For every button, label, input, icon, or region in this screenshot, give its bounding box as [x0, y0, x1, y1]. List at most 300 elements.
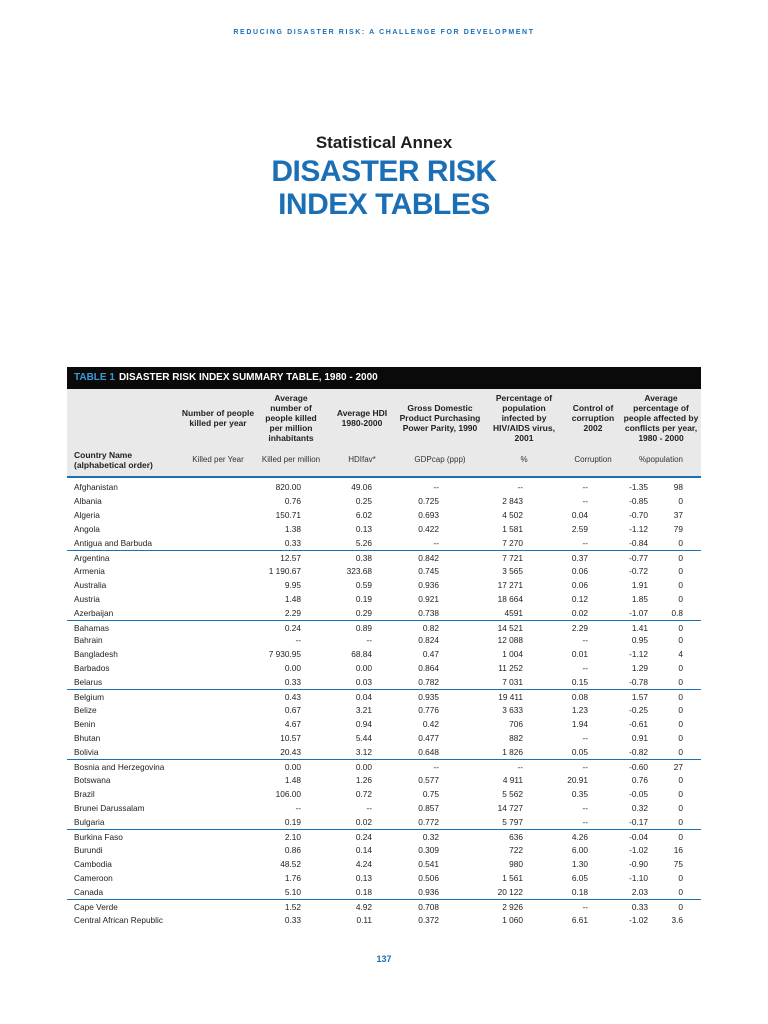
gdp-cap: 20 122 — [497, 886, 523, 897]
killed-per-million: 0.38 — [355, 552, 372, 563]
country-name: Cameroon — [74, 872, 113, 883]
country-name: Benin — [74, 719, 96, 730]
conflict-percent: 0 — [678, 622, 683, 633]
conflict-percent: 27 — [673, 762, 683, 773]
main-title-line-2: INDEX TABLES — [278, 188, 490, 221]
conflict-percent: 75 — [673, 858, 683, 869]
gdp-cap: 722 — [509, 844, 523, 855]
table-row — [67, 829, 701, 843]
killed-per-year: -- — [295, 802, 301, 813]
conflict-percent: 0 — [678, 788, 683, 799]
conflict-percent: 79 — [673, 523, 683, 534]
killed-per-year: 48.52 — [280, 858, 301, 869]
hiv-percent: 6.00 — [571, 844, 588, 855]
country-name: Belarus — [74, 677, 103, 688]
killed-per-million: 4.24 — [355, 858, 372, 869]
corruption: -1.07 — [629, 607, 648, 618]
hdi: 0.857 — [418, 802, 439, 813]
hdi: 0.936 — [418, 579, 439, 590]
killed-per-year: 1.48 — [284, 593, 301, 604]
country-name: Brunei Darussalam — [74, 802, 145, 813]
corruption: -0.72 — [629, 565, 648, 576]
hiv-percent: 0.37 — [571, 552, 588, 563]
subheader-killed: Killed per Year — [192, 455, 244, 464]
hdi: 0.921 — [418, 593, 439, 604]
gdp-cap: 19 411 — [498, 692, 523, 703]
killed-per-year: 0.33 — [284, 914, 301, 925]
gdp-cap: 706 — [509, 719, 523, 730]
killed-per-million: 68.84 — [351, 649, 372, 660]
conflict-percent: 0 — [678, 775, 683, 786]
corruption: -1.35 — [629, 482, 648, 492]
country-name: Argentina — [74, 552, 110, 563]
killed-per-million: 0.03 — [355, 677, 372, 688]
corruption: -0.17 — [629, 816, 648, 827]
killed-per-year: 0.24 — [284, 622, 301, 633]
conflict-percent: 0 — [678, 565, 683, 576]
country-name: Belize — [74, 705, 97, 716]
corruption: 2.03 — [631, 886, 648, 897]
country-name: Botswana — [74, 775, 111, 786]
corruption: -0.61 — [629, 719, 648, 730]
table-row — [67, 633, 701, 647]
corruption: -0.04 — [629, 831, 648, 842]
table-row — [67, 508, 701, 522]
gdp-cap: 3 633 — [502, 705, 523, 716]
killed-per-million: 0.18 — [355, 886, 372, 897]
hiv-percent: -- — [582, 663, 588, 674]
killed-per-year: 0.43 — [284, 692, 301, 703]
table-row — [67, 606, 701, 620]
killed-per-million: 0.11 — [356, 914, 372, 925]
killed-per-year: 20.43 — [280, 747, 301, 758]
conflict-percent: 3.6 — [671, 914, 683, 925]
hdi: 0.422 — [418, 523, 439, 534]
killed-per-million: 0.04 — [355, 692, 372, 703]
killed-per-million: 0.19 — [355, 593, 372, 604]
killed-per-year: 1.38 — [284, 523, 301, 534]
gdp-cap: 1 060 — [502, 914, 523, 925]
corruption: -0.84 — [629, 537, 648, 548]
table-row — [67, 620, 701, 634]
page-number: 137 — [376, 954, 392, 964]
hdi: 0.693 — [418, 509, 439, 520]
gdp-cap: 5 562 — [502, 788, 523, 799]
table-row — [67, 885, 701, 899]
country-name: Afghanistan — [74, 482, 118, 492]
hdi: 0.309 — [418, 844, 439, 855]
killed-per-million: 49.06 — [351, 482, 372, 492]
killed-per-year: 820.00 — [275, 482, 301, 492]
conflict-percent: 0 — [678, 747, 683, 758]
killed-per-year: 9.95 — [284, 579, 301, 590]
killed-per-million: 3.21 — [355, 705, 372, 716]
corruption: -1.12 — [629, 523, 648, 534]
country-name: Bhutan — [74, 733, 101, 744]
killed-per-year: -- — [295, 635, 301, 646]
killed-per-year: 4.67 — [284, 719, 301, 730]
gdp-cap: 2 843 — [502, 495, 523, 506]
main-title — [0, 155, 768, 221]
killed-per-million: 6.02 — [355, 509, 372, 520]
killed-per-year: 0.86 — [284, 844, 301, 855]
conflict-percent: 0 — [678, 692, 683, 703]
hiv-percent: -- — [582, 635, 588, 646]
hiv-percent: 0.35 — [571, 788, 588, 799]
killed-per-year: 1.52 — [284, 901, 301, 912]
running-head: REDUCING DISASTER RISK: A CHALLENGE FOR DEVELOPMENT — [233, 29, 535, 36]
country-name: Central African Republic — [74, 914, 164, 925]
conflict-percent: 4 — [678, 649, 683, 660]
killed-per-million: 0.14 — [355, 844, 372, 855]
hiv-percent: 6.05 — [571, 872, 588, 883]
gdp-cap: 1 826 — [502, 747, 523, 758]
conflict-percent: 0 — [678, 663, 683, 674]
gdp-cap: 18 664 — [497, 593, 523, 604]
killed-per-million: 0.24 — [355, 831, 372, 842]
gdp-cap: 980 — [509, 858, 523, 869]
conflict-percent: 98 — [673, 482, 683, 492]
killed-per-year: 0.00 — [284, 762, 301, 773]
killed-per-year: 2.29 — [284, 607, 301, 618]
country-name: Algeria — [74, 509, 100, 520]
subheader-conflict: %population — [638, 455, 684, 464]
subheader-corruption: Corruption — [574, 455, 612, 464]
hiv-percent: -- — [582, 733, 588, 744]
corruption: 0.32 — [631, 802, 648, 813]
killed-per-million: 0.13 — [355, 523, 372, 534]
country-name: Australia — [74, 579, 107, 590]
hdi: 0.776 — [418, 705, 439, 716]
hdi: 0.648 — [418, 747, 439, 758]
gdp-cap: 14 727 — [497, 802, 523, 813]
hdi: -- — [433, 537, 439, 548]
country-name: Bahamas — [74, 622, 110, 633]
hdi: 0.772 — [418, 816, 439, 827]
hiv-percent: 0.08 — [571, 692, 588, 703]
hiv-percent: 0.01 — [571, 649, 588, 660]
country-name: Bulgaria — [74, 816, 105, 827]
corruption: 1.29 — [631, 663, 648, 674]
table-body — [67, 480, 701, 927]
table-row — [67, 773, 701, 787]
killed-per-year: 5.10 — [284, 886, 301, 897]
killed-per-million: 5.26 — [355, 537, 372, 548]
country-name: Cape Verde — [74, 901, 118, 912]
gdp-cap: 4591 — [504, 607, 523, 618]
killed-per-million: 0.59 — [355, 579, 372, 590]
hdi: -- — [433, 482, 439, 492]
killed-per-year: 150.71 — [275, 509, 301, 520]
killed-per-year: 1.76 — [284, 872, 301, 883]
hiv-percent: 0.05 — [571, 747, 588, 758]
hiv-percent: 2.29 — [571, 622, 588, 633]
killed-per-million: 0.72 — [355, 788, 372, 799]
hiv-percent: 0.12 — [571, 593, 588, 604]
conflict-percent: 0 — [678, 537, 683, 548]
conflict-percent: 0 — [678, 593, 683, 604]
corruption: 0.33 — [631, 901, 648, 912]
country-name: Bolivia — [74, 747, 99, 758]
corruption: -0.78 — [629, 677, 648, 688]
hiv-percent: 0.04 — [571, 509, 588, 520]
table-row — [67, 717, 701, 731]
table-row — [67, 815, 701, 829]
subheader-hiv: % — [520, 455, 528, 464]
gdp-cap: 2 926 — [502, 901, 523, 912]
killed-per-million: -- — [366, 802, 372, 813]
gdp-cap: 7 031 — [502, 677, 523, 688]
hiv-percent: 0.15 — [571, 677, 588, 688]
corruption: -0.85 — [629, 495, 648, 506]
conflict-percent: 0 — [678, 816, 683, 827]
table-row — [67, 661, 701, 675]
killed-per-year: 0.33 — [284, 537, 301, 548]
hdi: 0.477 — [418, 733, 439, 744]
table-row — [67, 913, 701, 927]
gdp-cap: 882 — [509, 733, 523, 744]
column-header-country: Country Name (alphabetical order) — [74, 450, 153, 470]
hiv-percent: -- — [582, 816, 588, 827]
gdp-cap: 5 797 — [502, 816, 523, 827]
conflict-percent: 0 — [678, 705, 683, 716]
gdp-cap: 7 270 — [502, 537, 523, 548]
table-row — [67, 675, 701, 689]
country-name: Austria — [74, 593, 100, 604]
killed-per-million: -- — [366, 635, 372, 646]
gdp-cap: 1 004 — [502, 649, 523, 660]
gdp-cap: 12 088 — [497, 635, 523, 646]
table-row — [67, 801, 701, 815]
killed-per-million: 5.44 — [355, 733, 372, 744]
table-row — [67, 843, 701, 857]
killed-per-million: 1.26 — [355, 775, 372, 786]
country-name: Antigua and Barbuda — [74, 537, 152, 548]
killed-per-million: 0.02 — [355, 816, 372, 827]
killed-per-million: 4.92 — [355, 901, 372, 912]
subheader-killed-per-million: Killed per million — [261, 455, 321, 464]
conflict-percent: 0 — [678, 901, 683, 912]
conflict-percent: 0 — [678, 719, 683, 730]
conflict-percent: 0 — [678, 579, 683, 590]
killed-per-year: 7 930.95 — [268, 649, 301, 660]
corruption: -1.02 — [629, 914, 648, 925]
hdi: 0.32 — [422, 831, 439, 842]
table-row — [67, 647, 701, 661]
hdi: 0.824 — [418, 635, 439, 646]
conflict-percent: 0 — [678, 677, 683, 688]
hdi: 0.725 — [418, 495, 439, 506]
column-header-hdi: Average HDI 1980-2000 — [336, 407, 388, 428]
corruption: 0.95 — [631, 635, 648, 646]
column-header-killed: Number of people killed per year — [181, 407, 255, 428]
country-name: Bangladesh — [74, 649, 118, 660]
table-header-rule — [67, 476, 701, 478]
hdi: 0.708 — [418, 901, 439, 912]
killed-per-year: 1.48 — [284, 775, 301, 786]
hdi: 0.842 — [418, 552, 439, 563]
hdi: 0.372 — [418, 914, 439, 925]
conflict-percent: 16 — [673, 844, 683, 855]
country-name: Burundi — [74, 844, 103, 855]
gdp-cap: 1 581 — [502, 523, 523, 534]
hdi: 0.782 — [418, 677, 439, 688]
killed-per-million: 0.29 — [355, 607, 372, 618]
corruption: -0.77 — [629, 552, 648, 563]
killed-per-million: 0.89 — [355, 622, 372, 633]
killed-per-million: 3.12 — [355, 747, 372, 758]
hdi: 0.738 — [418, 607, 439, 618]
column-header-hiv: Percentage of population infected by HIV/AIDS virus, 2001 — [493, 392, 555, 443]
killed-per-million: 323.68 — [346, 565, 372, 576]
corruption: 1.41 — [631, 622, 648, 633]
table-banner — [67, 367, 701, 389]
hdi: 0.42 — [422, 719, 439, 730]
gdp-cap: 11 252 — [498, 663, 523, 674]
corruption: -0.82 — [629, 747, 648, 758]
country-name: Angola — [74, 523, 100, 534]
corruption: 0.91 — [631, 733, 648, 744]
conflict-percent: 0 — [678, 495, 683, 506]
conflict-percent: 0 — [678, 802, 683, 813]
corruption: 0.76 — [631, 775, 648, 786]
killed-per-year: 10.57 — [280, 733, 301, 744]
column-header-conflict: Average percentage of people affected by conflicts per year, 1980 - 2000 — [623, 392, 699, 443]
killed-per-year: 0.33 — [284, 677, 301, 688]
killed-per-year: 2.10 — [284, 831, 301, 842]
country-name: Cambodia — [74, 858, 112, 869]
table-row — [67, 871, 701, 885]
hiv-percent: -- — [582, 901, 588, 912]
conflict-percent: 0 — [678, 886, 683, 897]
corruption: -1.02 — [629, 844, 648, 855]
gdp-cap: 636 — [509, 831, 523, 842]
hdi: 0.75 — [422, 788, 439, 799]
conflict-percent: 0 — [678, 635, 683, 646]
killed-per-million: 0.13 — [355, 872, 372, 883]
table-row — [67, 480, 701, 494]
hiv-percent: 1.30 — [571, 858, 588, 869]
corruption: -0.90 — [629, 858, 648, 869]
table-row — [67, 494, 701, 508]
hiv-percent: 4.26 — [571, 831, 588, 842]
hdi: 0.935 — [418, 692, 439, 703]
hdi: 0.864 — [418, 663, 439, 674]
country-name: Azerbaijan — [74, 607, 114, 618]
corruption: -0.05 — [629, 788, 648, 799]
killed-per-million: 0.00 — [355, 762, 372, 773]
subheader-gdp: GDPcap (ppp) — [414, 455, 466, 464]
corruption: 1.57 — [631, 692, 648, 703]
annex-title: Statistical Annex — [315, 133, 453, 152]
hdi: 0.506 — [418, 872, 439, 883]
gdp-cap: -- — [517, 762, 523, 773]
hiv-percent: 6.61 — [571, 914, 588, 925]
corruption: -0.70 — [629, 509, 648, 520]
hdi: 0.936 — [418, 886, 439, 897]
country-name: Bosnia and Herzegovina — [74, 762, 165, 773]
table-row — [67, 550, 701, 564]
table-row — [67, 787, 701, 801]
hdi: 0.577 — [418, 775, 439, 786]
gdp-cap: -- — [517, 482, 523, 492]
hiv-percent: 1.94 — [571, 719, 588, 730]
gdp-cap: 17 271 — [497, 579, 523, 590]
hdi: 0.47 — [422, 649, 439, 660]
conflict-percent: 0 — [678, 733, 683, 744]
conflict-percent: 0 — [678, 831, 683, 842]
corruption: -0.60 — [629, 762, 648, 773]
conflict-percent: 0 — [678, 872, 683, 883]
hiv-percent: -- — [582, 482, 588, 492]
conflict-percent: 37 — [673, 509, 683, 520]
subheader-hdi: HDIfav* — [348, 455, 376, 464]
hiv-percent: 0.02 — [571, 607, 588, 618]
gdp-cap: 1 561 — [502, 872, 523, 883]
table-row — [67, 564, 701, 578]
country-name: Armenia — [74, 565, 105, 576]
gdp-cap: 7 721 — [502, 552, 523, 563]
country-name: Canada — [74, 886, 104, 897]
corruption: 1.85 — [631, 593, 648, 604]
hiv-percent: -- — [582, 495, 588, 506]
country-name: Bahrain — [74, 635, 103, 646]
table-row — [67, 536, 701, 550]
hiv-percent: -- — [582, 762, 588, 773]
country-name: Belgium — [74, 692, 104, 703]
hdi: 0.82 — [422, 622, 439, 633]
conflict-percent: 0 — [678, 552, 683, 563]
corruption: -1.12 — [629, 649, 648, 660]
main-title-line-1: DISASTER RISK — [271, 155, 497, 188]
gdp-cap: 3 565 — [502, 565, 523, 576]
table-row — [67, 578, 701, 592]
gdp-cap: 4 911 — [502, 775, 523, 786]
corruption: -0.25 — [629, 705, 648, 716]
killed-per-year: 0.19 — [284, 816, 301, 827]
killed-per-year: 0.76 — [284, 495, 301, 506]
table-label: TABLE 1 — [74, 372, 115, 383]
table-row — [67, 731, 701, 745]
table-title: DISASTER RISK INDEX SUMMARY TABLE, 1980 - 2000 — [118, 372, 378, 383]
killed-per-million: 0.00 — [355, 663, 372, 674]
table-row — [67, 703, 701, 717]
hiv-percent: 0.06 — [571, 579, 588, 590]
table-row — [67, 745, 701, 759]
conflict-percent: 0.8 — [671, 607, 683, 618]
corruption: 1.91 — [631, 579, 648, 590]
hiv-percent: 0.06 — [571, 565, 588, 576]
column-header-killed-per-million: Average number of people killed per million inhabitants — [265, 392, 317, 443]
table-row — [67, 592, 701, 606]
killed-per-year: 12.57 — [280, 552, 301, 563]
killed-per-year: 106.00 — [275, 788, 301, 799]
killed-per-year: 0.00 — [284, 663, 301, 674]
corruption: -1.10 — [629, 872, 648, 883]
country-name: Albania — [74, 495, 102, 506]
table-row — [67, 857, 701, 871]
table-row — [67, 522, 701, 536]
table-row — [67, 759, 701, 773]
hiv-percent: -- — [582, 802, 588, 813]
hdi: -- — [433, 762, 439, 773]
gdp-cap: 14 521 — [497, 622, 523, 633]
hdi: 0.745 — [418, 565, 439, 576]
country-name: Brazil — [74, 788, 95, 799]
gdp-cap: 4 502 — [502, 509, 523, 520]
table-row — [67, 899, 701, 913]
hiv-percent: 1.23 — [571, 705, 588, 716]
